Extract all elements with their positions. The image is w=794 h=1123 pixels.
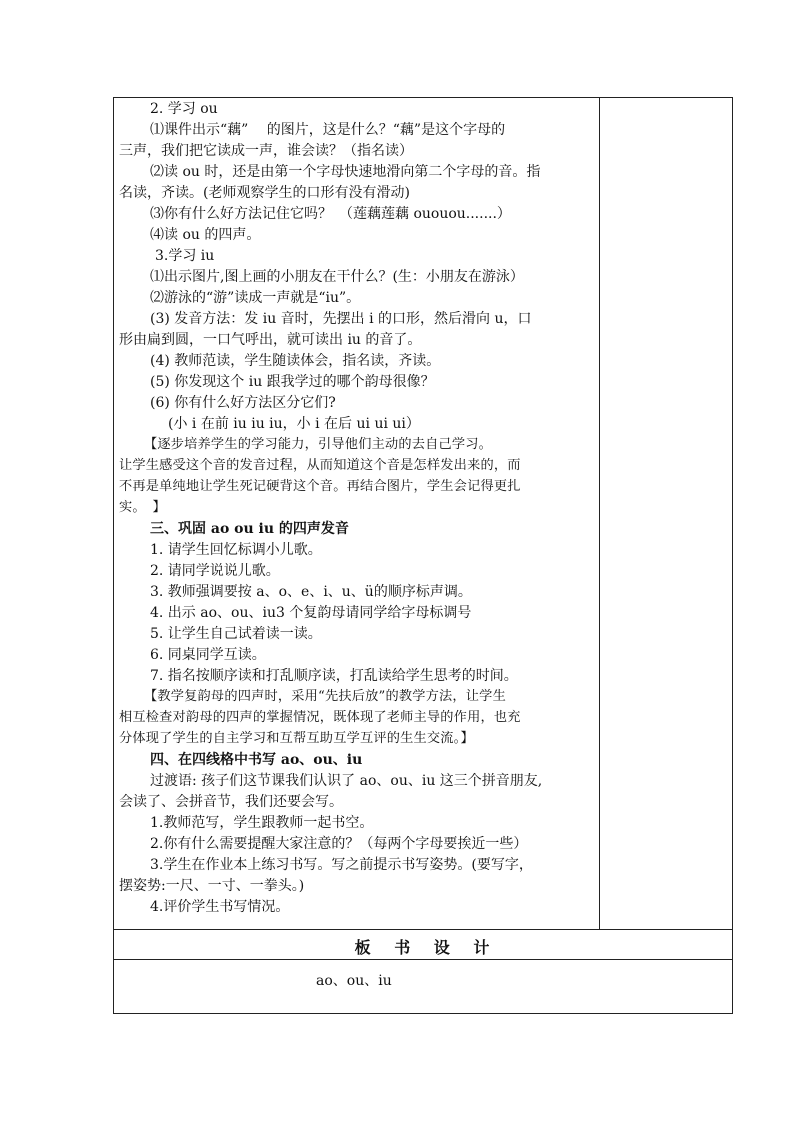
column-divider [599,97,600,929]
text-line: (5) 你发现这个 iu 跟我学过的哪个韵母很像？ [150,374,435,390]
text-line: ⑴课件出示“藕” 的图片，这是什么？“藕”是这个字母的 [150,122,506,138]
text-line: 摆姿势:一尺、一寸、一拳头。) [119,878,305,894]
text-line: (3) 发音方法：发 iu 音时，先摆出 i 的口形，然后滑向 u，口 [150,311,532,327]
note-line: 【逐步培养学生的学习能力，引导他们主动的去自己学习。 [144,437,493,452]
text-line: 1.教师范写，学生跟教师一起书空。 [150,815,374,831]
text-line: 3.学生在作业本上练习书写。写之前提示书写姿势。(要写字， [150,857,533,873]
text-line: 6. 同桌同学互读。 [150,647,266,663]
text-line: 4. 出示 ao、ou、iu3 个复韵母请同学给字母标调号 [150,605,472,621]
text-line: 会读了、会拼音节，我们还要会写。 [119,794,343,810]
section-heading: 四、在四线格中书写 ao、ou、iu [150,752,363,768]
board-design-heading: 板 书 设 计 [354,938,492,957]
section-heading: 三、巩固 ao ou iu 的四声发音 [150,521,349,537]
text-line: (4) 教师范读，学生随读体会，指名读，齐读。 [150,353,441,369]
text-line: 4.评价学生书写情况。 [150,899,290,915]
text-line: 3.学习 iu [155,248,215,264]
note-line: 【教学复韵母的四声时，采用“先扶后放”的教学方法，让学生 [144,689,506,704]
text-line: 形由扁到圆，一口气呼出，就可读出 iu 的音了。 [119,332,422,348]
text-line: 1. 请学生回忆标调小儿歌。 [150,542,322,558]
text-line: (6) 你有什么好方法区分它们? [150,395,336,411]
text-line: 2. 请同学说说儿歌。 [150,563,280,579]
text-line: 名读，齐读。(老师观察学生的口形有没有滑动) [119,185,410,201]
note-line: 相互检查对韵母的四声的掌握情况，既体现了老师主导的作用，也充 [119,710,521,725]
note-line: 不再是单纯地让学生死记硬背这个音。再结合图片，学生会记得更扎 [119,479,521,494]
text-line: ⑵游泳的“游”读成一声就是“iu”。 [150,290,361,306]
text-line: (小 i 在前 iu iu iu，小 i 在后 ui ui ui） [168,416,420,432]
text-line: 2.你有什么需要提醒大家注意的？（每两个字母要挨近一些） [150,836,528,852]
row-divider-1 [113,929,733,930]
text-line: 7. 指名按顺序读和打乱顺序读，打乱读给学生思考的时间。 [150,668,518,684]
row-divider-2 [113,959,733,960]
note-line: 让学生感受这个音的发音过程，从而知道这个音是怎样发出来的，而 [119,458,521,473]
text-line: ⑷读 ou 的四声。 [150,227,261,243]
text-line: 3. 教师强调要按 a、o、e、i、u、ü的顺序标声调。 [150,584,472,600]
text-line: ⑵读 ou 时，还是由第一个字母快速地滑向第二个字母的音。指 [150,164,541,180]
text-line: ⑶你有什么好方法记住它吗？ （莲藕莲藕 ououou.......） [150,206,511,222]
note-line: 分体现了学生的自主学习和互帮互助互学互评的生生交流。】 [119,731,474,746]
text-line: 三声，我们把它读成一声，谁会读？（指名读） [119,143,413,159]
note-line: 实。 】 [119,500,166,515]
text-line: 2. 学习 ou [150,101,218,117]
text-line: ⑴出示图片,图上画的小朋友在干什么？(生：小朋友在游泳） [150,269,524,285]
board-design-content: ao、ou、iu [316,973,392,989]
text-line: 5. 让学生自己试着读一读。 [150,626,322,642]
text-line: 过渡语: 孩子们这节课我们认识了 ao、ou、iu 这三个拼音朋友, [150,773,543,789]
